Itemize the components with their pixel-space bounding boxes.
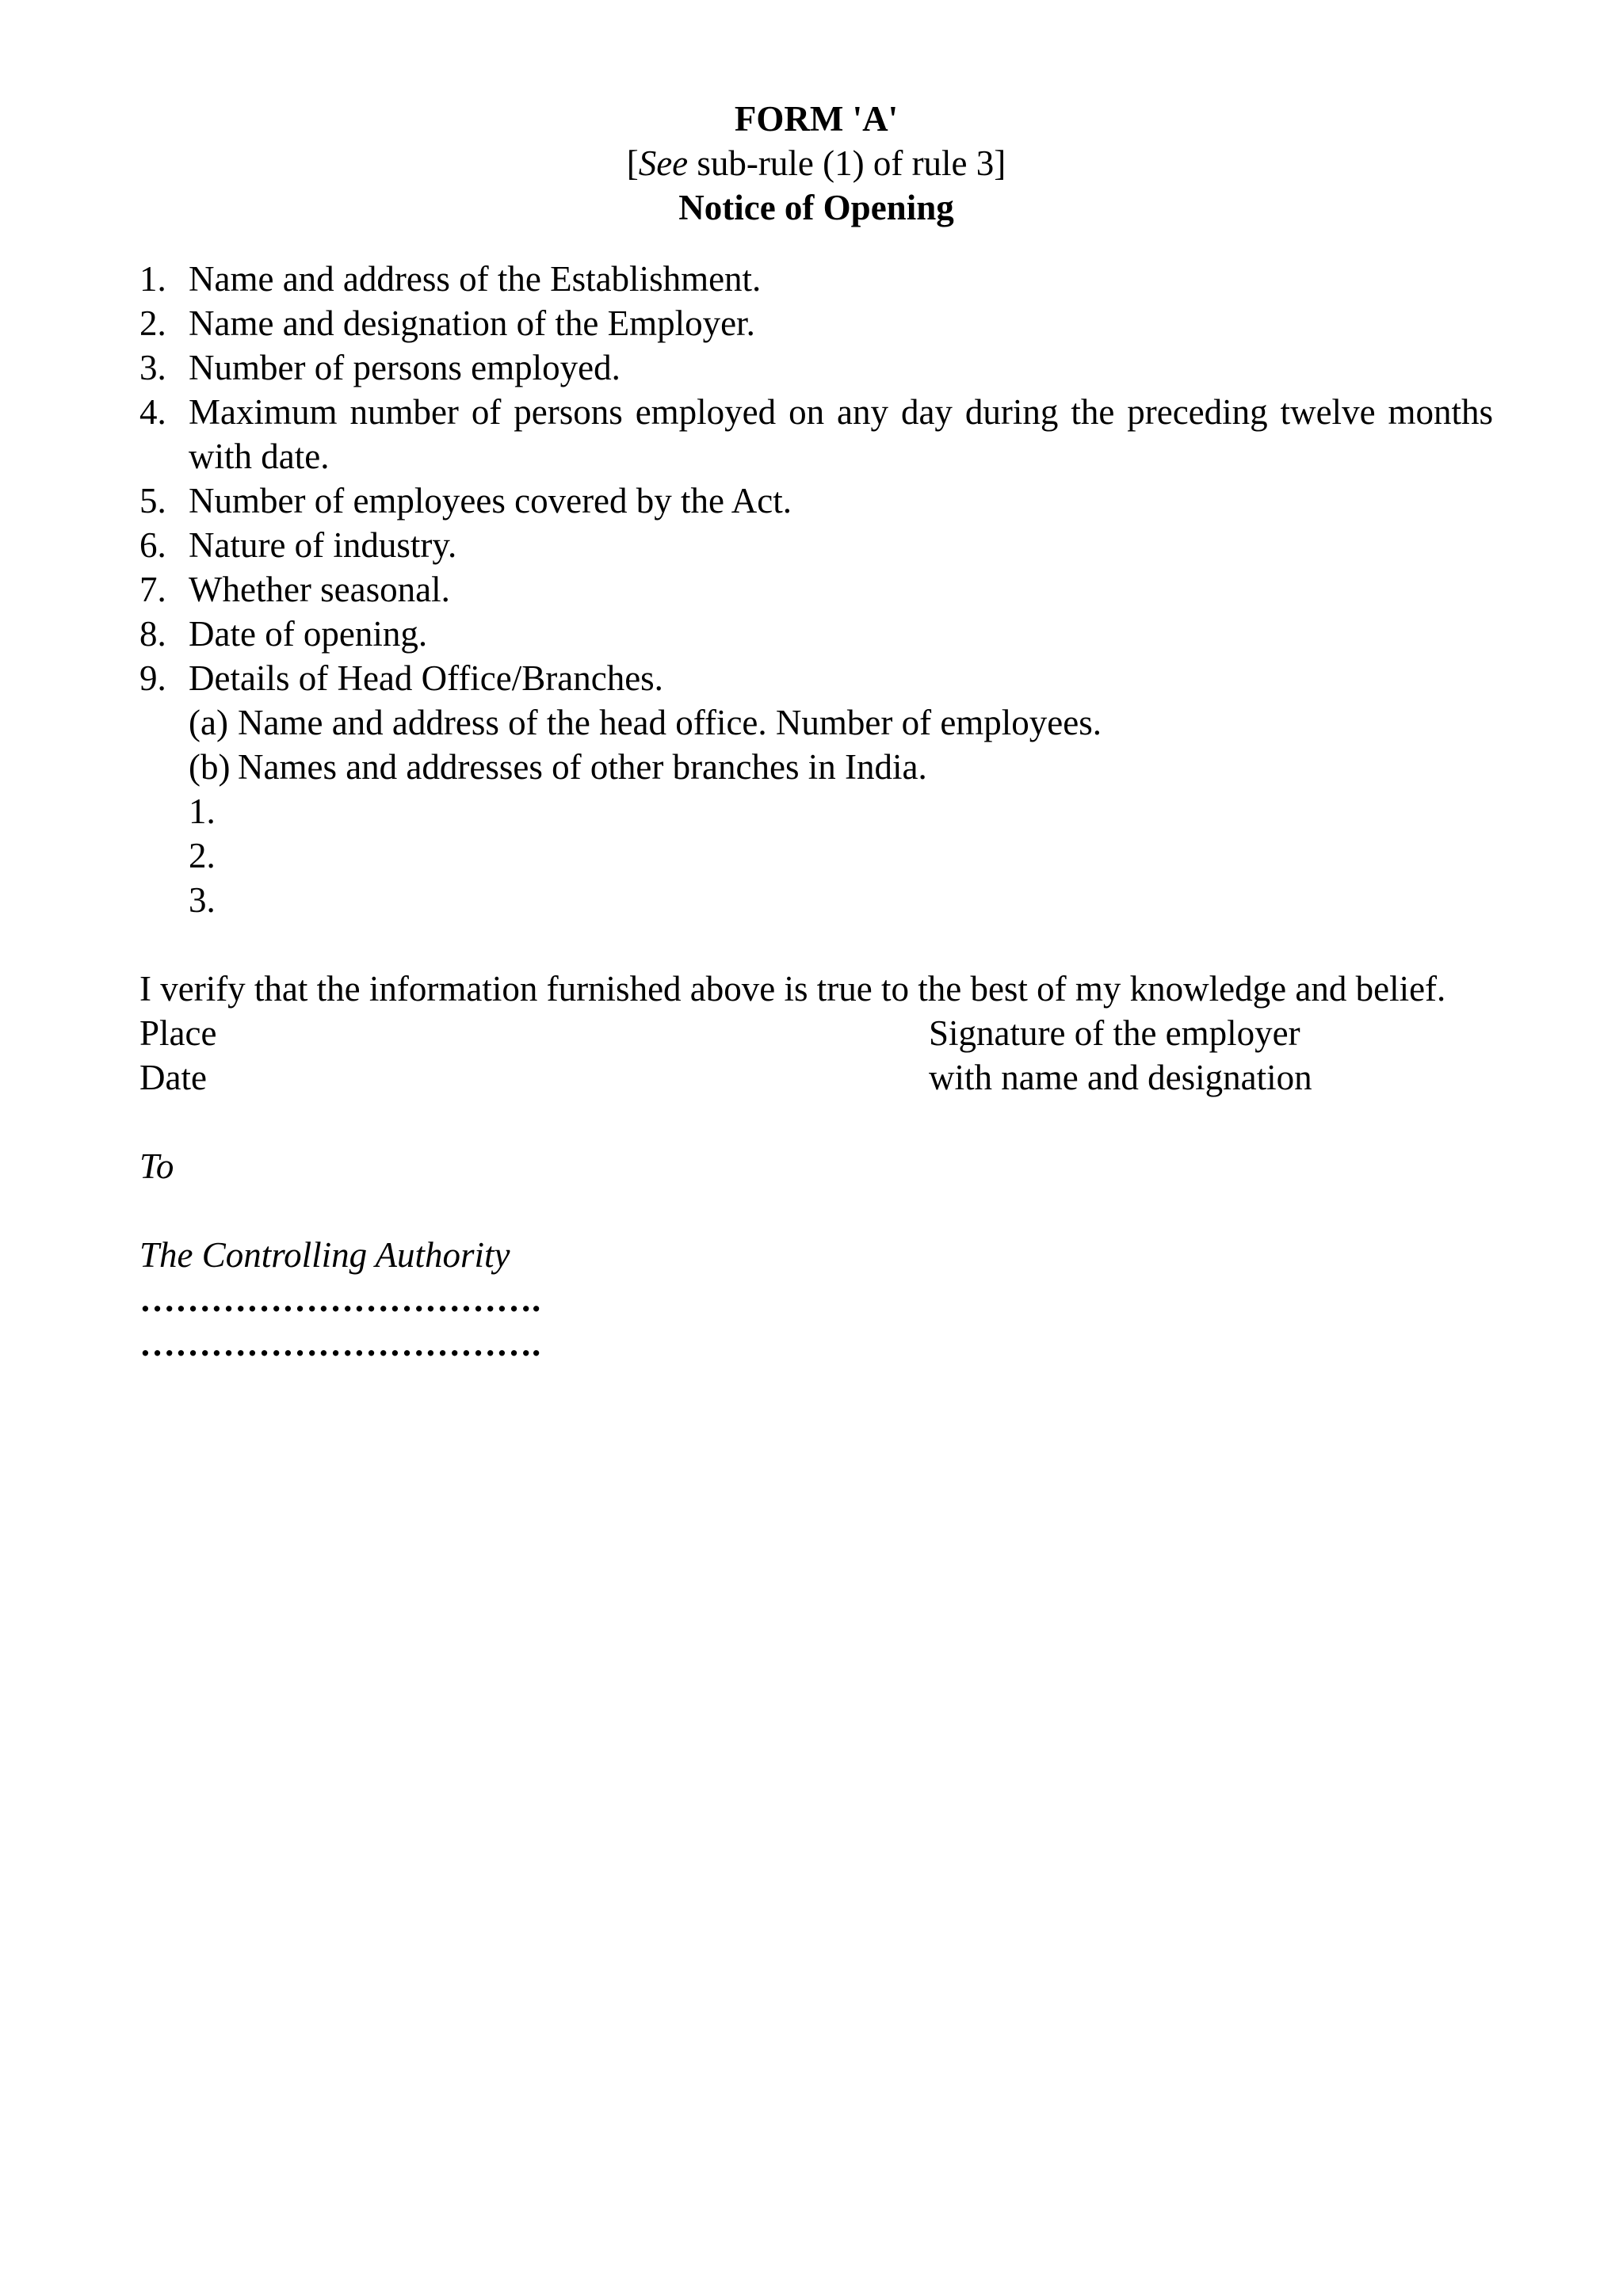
sub-item <box>139 745 1493 789</box>
list-item <box>139 257 1493 301</box>
form-title: FORM 'A' <box>734 99 899 139</box>
blank-branch-number: 1. <box>189 791 216 831</box>
subrule-text: sub-rule (1) of rule 3] <box>688 143 1006 183</box>
item-text: Details of Head Office/Branches. <box>189 658 663 698</box>
controlling-authority: The Controlling Authority <box>139 1235 510 1275</box>
list-item <box>139 390 1493 479</box>
sub-item-letter: (a) <box>189 703 228 742</box>
signature-row-2 <box>139 1055 1493 1100</box>
item-number: 6. <box>139 525 166 565</box>
verification-statement: I verify that the information furnished above is true to the best of my knowledge and belief. <box>139 969 1446 1009</box>
item-number: 1. <box>139 259 166 299</box>
item-number: 4. <box>139 392 166 432</box>
signature-label: Signature of the employer <box>929 1013 1300 1053</box>
blank-branch-number: 2. <box>189 836 216 875</box>
addressee-to: To <box>139 1146 174 1186</box>
item-text: Name and designation of the Employer. <box>189 303 755 343</box>
sub-item-text: Names and addresses of other branches in India. <box>238 747 927 787</box>
notice-title: Notice of Opening <box>678 188 954 227</box>
signature-row-1 <box>139 1011 1493 1055</box>
list-item <box>139 612 1493 656</box>
list-item <box>139 656 1493 700</box>
sub-item-letter: (b) <box>189 747 231 787</box>
item-number: 3. <box>139 348 166 387</box>
sub-item-text: Name and address of the head office. Number of employees. <box>238 703 1102 742</box>
address-dots-line: ……………………………. <box>139 1324 541 1363</box>
item-number: 7. <box>139 570 166 609</box>
list-item <box>139 567 1493 612</box>
form-header <box>139 97 1493 230</box>
list-item <box>139 479 1493 523</box>
list-item <box>139 523 1493 567</box>
list-item <box>139 301 1493 345</box>
item-number: 2. <box>139 303 166 343</box>
subrule-open-bracket: [ <box>626 143 639 183</box>
item-text: Whether seasonal. <box>189 570 450 609</box>
sub-item <box>139 700 1493 745</box>
form-page <box>139 97 1493 1366</box>
item-text: Number of employees covered by the Act. <box>189 481 792 521</box>
subrule-see: See <box>638 143 689 183</box>
list-item <box>139 345 1493 390</box>
date-label: Date <box>139 1058 207 1097</box>
form-items-list <box>139 257 1493 922</box>
item-number: 8. <box>139 614 166 654</box>
item-text: Maximum number of persons employed on any day during the preceding twelve months with date. <box>189 392 1493 476</box>
blank-branch-number: 3. <box>189 880 216 920</box>
item-text: Name and address of the Establishment. <box>189 259 762 299</box>
item-text: Number of persons employed. <box>189 348 621 387</box>
subrule-reference <box>139 141 1493 185</box>
item-text: Date of opening. <box>189 614 428 654</box>
place-label: Place <box>139 1013 217 1053</box>
item-number: 9. <box>139 658 166 698</box>
address-dots-line: ……………………………. <box>139 1280 541 1319</box>
item-text: Nature of industry. <box>189 525 457 565</box>
item-number: 5. <box>139 481 166 521</box>
signature-designation-label: with name and designation <box>929 1058 1312 1097</box>
